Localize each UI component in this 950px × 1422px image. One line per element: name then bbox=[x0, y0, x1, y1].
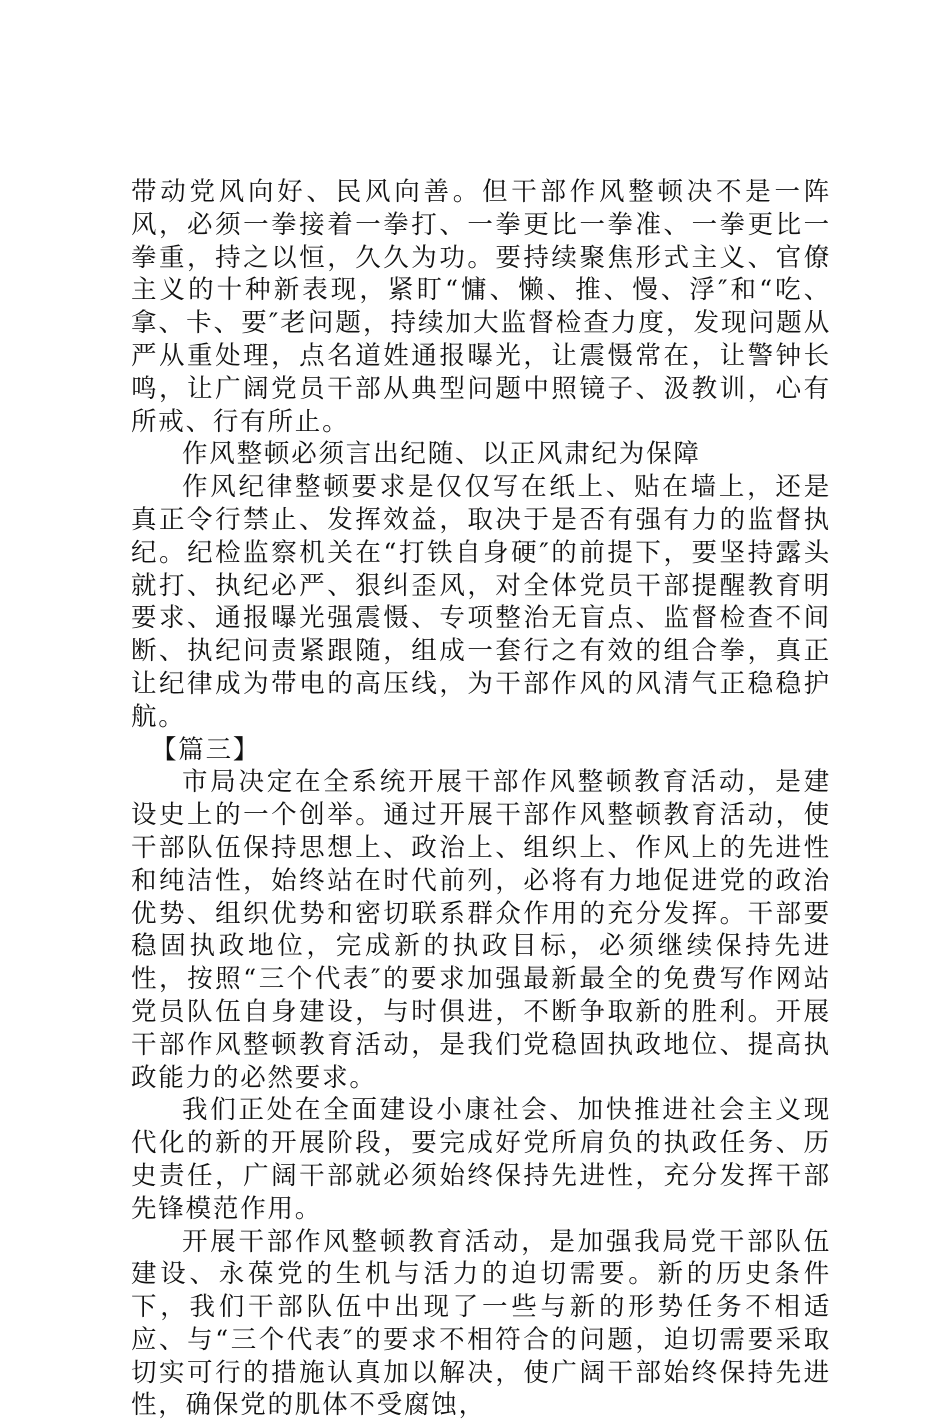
paragraph-part-three-intro: 市局决定在全系统开展干部作风整顿教育活动，是建设史上的一个创举。通过开展干部作风整顿教育活动，使干部队伍保持思想上、政治上、组织上、作风上的先进性和纯洁性，始终站在时代前列，必将有力地促进党的政治优势、组织优势和密切联系群众作用的充分发挥。干部要稳固执政地位，完成新的执政目标，必须继续保持先进性，按照“三个代表″的要求加强最新最全的免费写作网站党员队伍自身建设，与时俱进，不断争取新的胜利。开展干部作风整顿教育活动，是我们党稳固执政地位、提高执政能力的必然要求。 bbox=[131, 766, 831, 1094]
section-heading-part-three: 【篇三】 bbox=[131, 734, 831, 767]
paragraph-discipline: 作风纪律整顿要求是仅仅写在纸上、贴在墙上，还是真正令行禁止、发挥效益，取决于是否有强有力的监督执纪。纪检监察机关在“打铁自身硬″的前提下，要坚持露头就打、执纪必严、狠纠歪风，对全体党员干部提醒教育明要求、通报曝光强震慑、专项整治无盲点、监督检查不间断、执纪问责紧跟随，组成一套行之有效的组合拳，真正让纪律成为带电的高压线，为干部作风的风清气正稳稳护航。 bbox=[131, 471, 831, 733]
paragraph-team-building: 开展干部作风整顿教育活动，是加强我局党干部队伍建设、永葆党的生机与活力的迫切需要。新的历史条件下，我们干部队伍中出现了一些与新的形势任务不相适应、与“三个代表″的要求不相符合的问题，迫切需要采取切实可行的措施认真加以解决，使广阔干部始终保持先进性，确保党的肌体不受腐蚀， bbox=[131, 1226, 831, 1422]
document-body bbox=[131, 176, 831, 1422]
section-heading-discipline: 作风整顿必须言出纪随、以正风肃纪为保障 bbox=[131, 438, 831, 471]
paragraph-xiaokang: 我们正处在全面建设小康社会、加快推进社会主义现代化的新的开展阶段，要完成好党所肩负的执政任务、历史责任，广阔干部就必须始终保持先进性，充分发挥干部先锋模范作用。 bbox=[131, 1094, 831, 1225]
paragraph-continuation: 带动党风向好、民风向善。但干部作风整顿决不是一阵风，必须一拳接着一拳打、一拳更比一拳准、一拳更比一拳重，持之以恒，久久为功。要持续聚焦形式主义、官僚主义的十种新表现，紧盯“慵、懒、推、慢、浮″和“吃、拿、卡、要″老问题，持续加大监督检查力度，发现问题从严从重处理，点名道姓通报曝光，让震慑常在，让警钟长鸣，让广阔党员干部从典型问题中照镜子、汲教训，心有所戒、行有所止。 bbox=[131, 176, 831, 438]
